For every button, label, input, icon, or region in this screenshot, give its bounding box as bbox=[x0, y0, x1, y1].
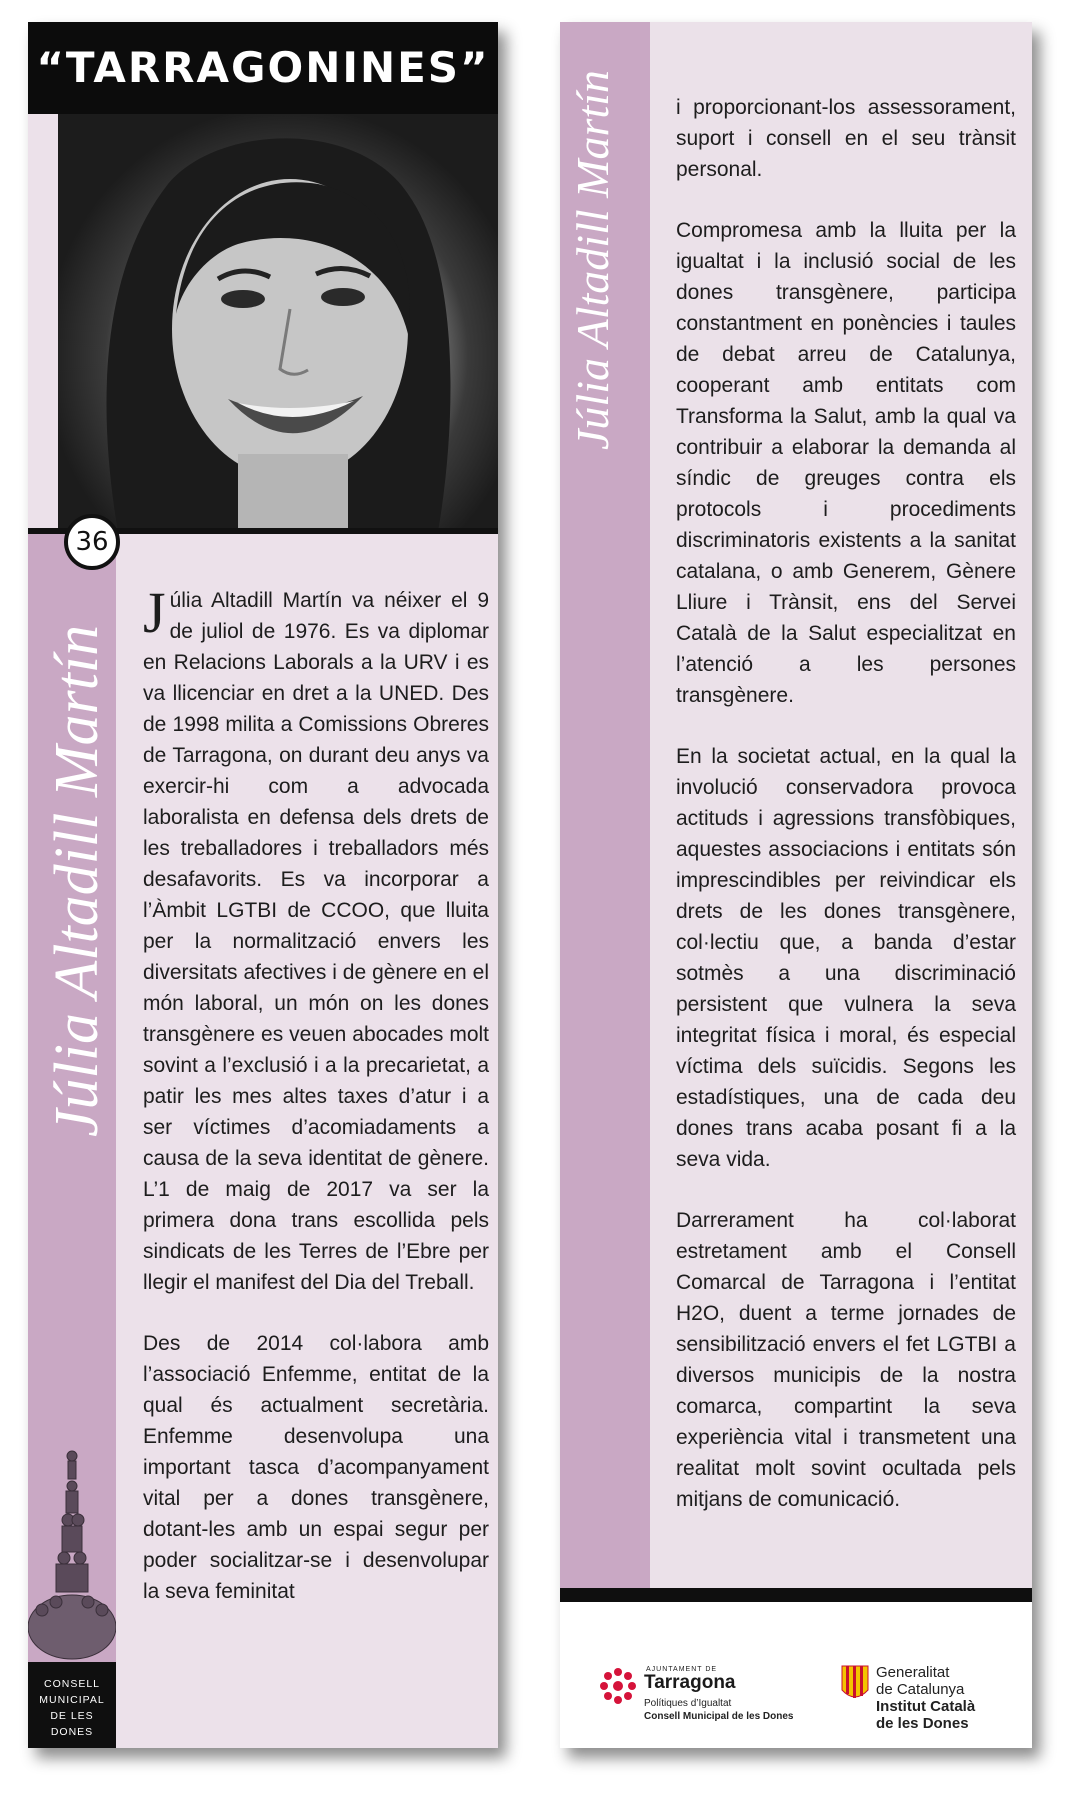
consell-municipal-logo bbox=[28, 1662, 116, 1748]
bio-paragraph-5: En la societat actual, en la qual la involució conservadora provoca actituds i agressions transfòbiques, aquestes associacions i entitats són imprescindibles per reivindicar els drets de les dones transgènere, col·lectiu que, a banda d’estar sotmès a una discriminació persistent que vulnera la seva integritat física i moral, és especial víctima dels suïcidis. Segons les estadístiques, una de cada deu dones trans acaba posant fi a la seva vida. bbox=[676, 745, 1016, 1171]
bio-paragraph-3: i proporcionant-los assessorament, suport i consell en el seu trànsit personal. bbox=[676, 96, 1016, 181]
bio-paragraph-1-text: úlia Altadill Martín va néixer el 9 de juliol de 1976. Es va diplomar en Relacions Laborals a la URV i es va llicenciar en dret a la UNED. Des de 1998 milita a Comissions Obreres de Tarragona, on durant deu anys va exercir-hi com a advocada laboralista en defensa dels drets de les treballadores i treballadors més desafavorits. Es va incorporar a l’Àmbit LGTBI de CCOO, que lluita per la normalització envers les diversitats afectives i de gènere en el món laboral, un món on les dones transgènere es veuen abocades molt sovint a l’exclusió i a la precarietat, a patir les mes altes taxes d’atur i a ser víctimes d’acomiadaments a causa de la seva identitat de gènere. L’1 de maig de 2017 va ser la primera dona trans escollida pels sindicats de les Terres de l’Ebre per llegir el manifest del Dia del Treball. bbox=[143, 589, 489, 1294]
vertical-name: Júlia Altadill Martín bbox=[43, 624, 111, 1137]
tarragona-top-label: AJUNTAMENT DE bbox=[646, 1666, 718, 1673]
tarragona-name: Tarragona bbox=[644, 1672, 736, 1693]
bio-paragraph-1 bbox=[143, 580, 489, 1298]
generalitat-line1: Generalitat bbox=[876, 1664, 950, 1681]
castellers-icon bbox=[28, 1442, 116, 1682]
consell-line3: DE LES DONES bbox=[50, 1710, 94, 1738]
generalitat-line2: de Catalunya bbox=[876, 1681, 965, 1698]
tarragona-line1: Polítiques d’Igualtat bbox=[644, 1698, 732, 1709]
bio-card-front bbox=[28, 22, 498, 1748]
bio-paragraph-4: Compromesa amb la lluita per la igualtat i la inclusió social de les dones transgènere, participa constantment en ponències i taules de debat arreu de Catalunya, cooperant amb entitats com Transforma la Salut, amb la qual va contribuir a elaborar la demanda al síndic de greuges contra els protocols i procediments discriminatoris existents a la sanitat catalana, o amb Generem, Gènere Lliure i Trànsit, ens del Servei Català de la Salut especialitzat en l’atenció a les persones transgènere. bbox=[676, 219, 1016, 707]
number-badge: 36 bbox=[64, 514, 120, 570]
generalitat-line4: de les Dones bbox=[876, 1715, 969, 1732]
tarragona-emblem-icon bbox=[598, 1666, 638, 1706]
generalitat-logo bbox=[840, 1664, 1020, 1744]
consell-line1: CONSELL bbox=[43, 1678, 101, 1690]
generalitat-line3: Institut Català bbox=[876, 1698, 976, 1715]
bio-paragraph-6: Darrerament ha col·laborat estretament amb el Consell Comarcal de Tarragona i l’entitat H2O, duent a terme jornades de sensibilització envers el fet LGTBI a diversos municipis de la nostra comarca, compartint la seva experiència vital i transmetent una realitat molt sovint ocultada pels mitjans de comunicació. bbox=[676, 1209, 1016, 1511]
consell-line2: MUNICIPAL bbox=[39, 1694, 105, 1706]
senyera-icon bbox=[840, 1664, 870, 1704]
portrait-photo bbox=[58, 114, 498, 532]
drop-cap: J bbox=[143, 580, 166, 645]
bio-paragraph-2: Des de 2014 col·labora amb l’associació Enfemme, entitat de la qual és actualment secretària. Enfemme desenvolupa una important tasca d’acompanyament vital per a dones transgènere, dotant-les amb un espai segur per poder socialitzar-se i desenvolupar la seva feminitat bbox=[143, 1332, 489, 1603]
bio-card-back bbox=[560, 22, 1032, 1748]
bio-text-left bbox=[143, 580, 489, 1637]
vertical-name-right: Júlia Altadill Martín bbox=[567, 70, 618, 450]
tarragona-line2: Consell Municipal de les Dones bbox=[644, 1711, 794, 1722]
bottom-divider bbox=[560, 1588, 1032, 1602]
bio-text-right bbox=[676, 92, 1016, 1545]
series-title: “TARRAGONINES” bbox=[28, 22, 498, 114]
tarragona-logo bbox=[598, 1666, 808, 1746]
sponsor-logos bbox=[560, 1602, 1032, 1748]
